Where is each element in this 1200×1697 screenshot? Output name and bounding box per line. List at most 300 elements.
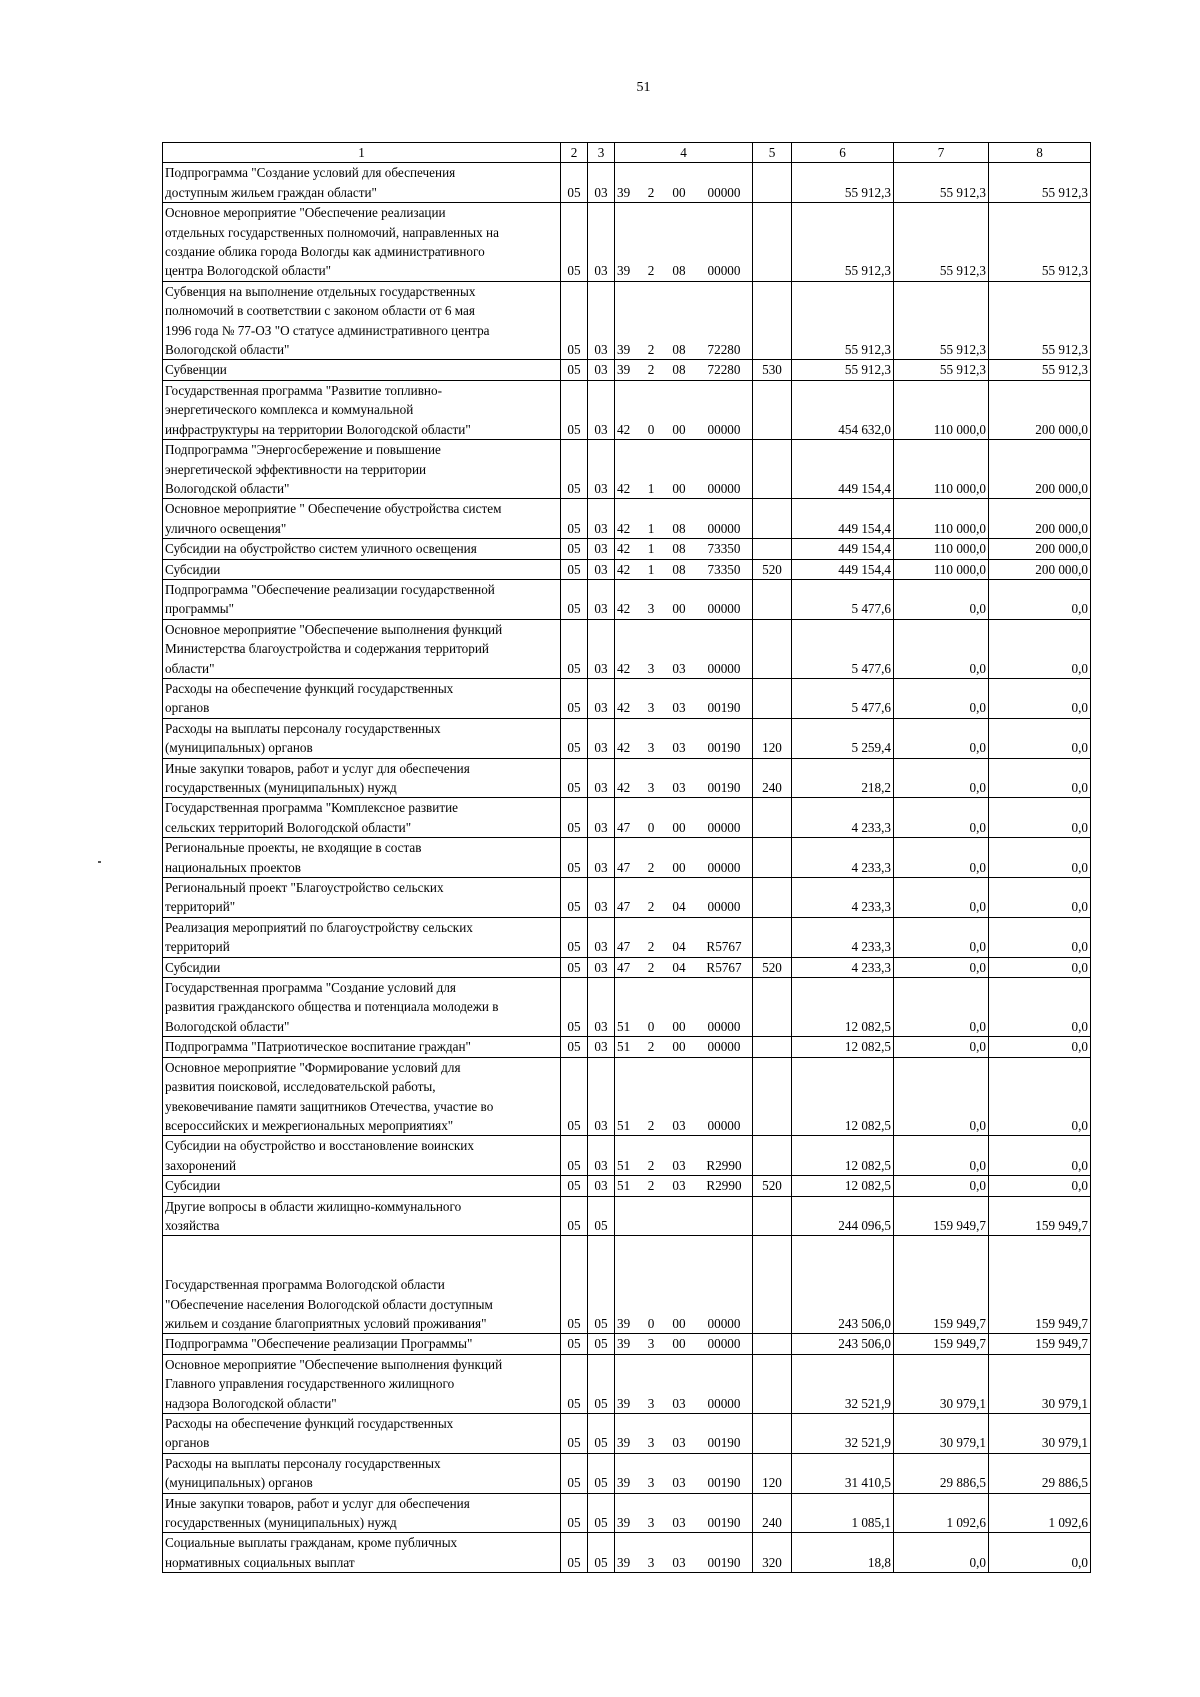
- amount-col8: 0,0: [989, 579, 1091, 619]
- amount-col8: 0,0: [989, 678, 1091, 718]
- row-name: Другие вопросы в области жилищно-коммунального хозяйства: [163, 1196, 561, 1236]
- code-subsection: 03: [588, 678, 615, 718]
- expense-type: [753, 203, 792, 282]
- amount-col7: 55 912,3: [894, 360, 989, 380]
- target-article-code: [615, 1176, 753, 1196]
- code-section: 05: [561, 1136, 588, 1176]
- code-subprogram: 0: [647, 819, 655, 835]
- table-row: [163, 1236, 1091, 1334]
- code-section: 05: [561, 1493, 588, 1533]
- amount-col8: 0,0: [989, 917, 1091, 957]
- table-row: [163, 1136, 1091, 1176]
- code-subprogram: 2: [647, 959, 655, 975]
- code-subprogram: 3: [647, 1336, 655, 1352]
- code-program: 51: [617, 1157, 631, 1173]
- amount-col6: 218,2: [792, 758, 894, 798]
- code-section: 05: [561, 380, 588, 439]
- code-subsection: 05: [588, 1334, 615, 1354]
- code-section: 05: [561, 1533, 588, 1573]
- row-name: Расходы на обеспечение функций государственных органов: [163, 1414, 561, 1454]
- code-event: 03: [672, 740, 686, 756]
- code-direction: R2990: [706, 1178, 742, 1194]
- code-section: 05: [561, 678, 588, 718]
- code-subsection: 03: [588, 619, 615, 678]
- code-program: 42: [617, 601, 631, 617]
- code-section: 05: [561, 1334, 588, 1354]
- code-subsection: 03: [588, 440, 615, 499]
- target-article-code: [615, 1414, 753, 1454]
- amount-col8: 200 000,0: [989, 440, 1091, 499]
- row-name: Подпрограмма "Обеспечение реализации Программы": [163, 1334, 561, 1354]
- table-row: [163, 1354, 1091, 1413]
- row-name: Основное мероприятие "Обеспечение выполнения функций Главного управления государственного жилищного надзора Вологодской области": [163, 1354, 561, 1413]
- target-article-code: [615, 798, 753, 838]
- code-section: 05: [561, 1414, 588, 1454]
- code-direction: 00190: [707, 700, 741, 716]
- code-section: 05: [561, 1196, 588, 1236]
- amount-col7: 55 912,3: [894, 281, 989, 360]
- expense-type: [753, 1196, 792, 1236]
- amount-col6: 449 154,4: [792, 499, 894, 539]
- code-subprogram: 2: [647, 1039, 655, 1055]
- expense-type: 530: [753, 360, 792, 380]
- row-name: Основное мероприятие " Обеспечение обустройства систем уличного освещения": [163, 499, 561, 539]
- amount-col8: 200 000,0: [989, 539, 1091, 559]
- amount-col7: 0,0: [894, 917, 989, 957]
- code-event: 00: [672, 601, 686, 617]
- amount-col7: 0,0: [894, 838, 989, 878]
- code-program: 42: [617, 700, 631, 716]
- expense-type: [753, 838, 792, 878]
- code-event: 03: [672, 1117, 686, 1133]
- amount-col7: 0,0: [894, 619, 989, 678]
- code-subprogram: 2: [647, 342, 655, 358]
- amount-col8: 1 092,6: [989, 1493, 1091, 1533]
- code-subprogram: 1: [647, 520, 655, 536]
- code-subprogram: 3: [647, 740, 655, 756]
- page-number: 51: [636, 80, 651, 95]
- table-row: [163, 1176, 1091, 1196]
- amount-col8: 0,0: [989, 1037, 1091, 1057]
- row-name: Государственная программа Вологодской области "Обеспечение населения Вологодской области доступным жильем и создание благоприятных условий проживания": [163, 1236, 561, 1334]
- row-name: Реализация мероприятий по благоустройству сельских территорий: [163, 917, 561, 957]
- expense-type: [753, 163, 792, 203]
- code-program: 42: [617, 480, 631, 496]
- code-direction: 00190: [707, 780, 741, 795]
- target-article-code: [615, 878, 753, 918]
- code-subprogram: 3: [647, 601, 655, 617]
- code-section: 05: [561, 1037, 588, 1057]
- header-cell: 3: [588, 143, 615, 163]
- amount-col7: 0,0: [894, 978, 989, 1037]
- table-row: [163, 619, 1091, 678]
- expense-type: [753, 1057, 792, 1136]
- amount-col8: 0,0: [989, 957, 1091, 977]
- target-article-code: [615, 1334, 753, 1354]
- amount-col8: 0,0: [989, 878, 1091, 918]
- code-subsection: 03: [588, 539, 615, 559]
- expense-type: [753, 1037, 792, 1057]
- code-section: 05: [561, 957, 588, 977]
- code-subsection: 03: [588, 957, 615, 977]
- expense-type: 520: [753, 559, 792, 579]
- code-event: 03: [672, 1435, 686, 1451]
- code-subprogram: 3: [647, 660, 655, 676]
- amount-col8: 159 949,7: [989, 1236, 1091, 1334]
- amount-col6: 5 477,6: [792, 579, 894, 619]
- code-subsection: 05: [588, 1533, 615, 1573]
- code-program: 39: [617, 1336, 631, 1352]
- table-row: [163, 539, 1091, 559]
- row-name: Субсидии: [163, 559, 561, 579]
- code-direction: 00000: [707, 1039, 741, 1055]
- code-direction: 00190: [707, 1554, 741, 1570]
- expense-type: 320: [753, 1533, 792, 1573]
- amount-col8: 55 912,3: [989, 281, 1091, 360]
- amount-col6: 32 521,9: [792, 1414, 894, 1454]
- code-subprogram: 2: [647, 263, 655, 279]
- amount-col7: 110 000,0: [894, 539, 989, 559]
- code-subsection: 03: [588, 1176, 615, 1196]
- code-subsection: 03: [588, 281, 615, 360]
- target-article-code: [615, 1196, 753, 1236]
- amount-col7: 0,0: [894, 1176, 989, 1196]
- header-cell: 6: [792, 143, 894, 163]
- row-name: Расходы на обеспечение функций государственных органов: [163, 678, 561, 718]
- target-article-code: [615, 838, 753, 878]
- amount-col6: 449 154,4: [792, 559, 894, 579]
- code-subsection: 05: [588, 1196, 615, 1236]
- amount-col8: 0,0: [989, 1057, 1091, 1136]
- table-row: [163, 1057, 1091, 1136]
- scan-mark: [98, 861, 101, 863]
- code-direction: 00000: [707, 859, 741, 875]
- code-program: 42: [617, 561, 631, 577]
- amount-col7: 110 000,0: [894, 559, 989, 579]
- code-program: 47: [617, 899, 631, 915]
- code-direction: 00000: [707, 660, 741, 676]
- expense-type: [753, 878, 792, 918]
- amount-col6: 449 154,4: [792, 440, 894, 499]
- header-row: [163, 143, 1091, 163]
- code-subprogram: 2: [647, 939, 655, 955]
- row-name: Подпрограмма "Патриотическое воспитание граждан": [163, 1037, 561, 1057]
- amount-col6: 31 410,5: [792, 1453, 894, 1493]
- amount-col6: 454 632,0: [792, 380, 894, 439]
- row-name: Основное мероприятие "Формирование условий для развития поисковой, исследовательской работы, увековечивание памяти защитников Отечества, участие во всероссийских и межрегиональных мероприятиях": [163, 1057, 561, 1136]
- code-direction: 72280: [707, 362, 741, 378]
- code-program: 47: [617, 939, 631, 955]
- amount-col7: 110 000,0: [894, 440, 989, 499]
- amount-col6: 12 082,5: [792, 1037, 894, 1057]
- row-name: Государственная программа "Развитие топливно- энергетического комплекса и коммунальной инфраструктуры на территории Вологодской области": [163, 380, 561, 439]
- code-event: 04: [672, 939, 686, 955]
- code-event: 03: [672, 1554, 686, 1570]
- code-direction: 00190: [707, 740, 741, 756]
- expense-type: [753, 281, 792, 360]
- code-event: 00: [672, 480, 686, 496]
- code-subsection: 03: [588, 798, 615, 838]
- amount-col8: 159 949,7: [989, 1196, 1091, 1236]
- amount-col6: 244 096,5: [792, 1196, 894, 1236]
- amount-col6: 4 233,3: [792, 917, 894, 957]
- code-direction: 00000: [707, 899, 741, 915]
- code-event: 03: [672, 700, 686, 716]
- code-subprogram: 2: [647, 184, 655, 200]
- target-article-code: [615, 203, 753, 282]
- code-subsection: 03: [588, 559, 615, 579]
- code-direction: R5767: [706, 959, 742, 975]
- code-direction: 72280: [707, 342, 741, 358]
- code-direction: 00000: [707, 184, 741, 200]
- code-subsection: 03: [588, 1136, 615, 1176]
- code-direction: 00000: [707, 480, 741, 496]
- amount-col7: 0,0: [894, 1037, 989, 1057]
- code-subsection: 05: [588, 1354, 615, 1413]
- code-program: 42: [617, 660, 631, 676]
- amount-col8: 29 886,5: [989, 1453, 1091, 1493]
- code-section: 05: [561, 360, 588, 380]
- amount-col7: 159 949,7: [894, 1334, 989, 1354]
- code-program: 51: [617, 1178, 631, 1194]
- code-event: 03: [672, 1515, 686, 1531]
- amount-col7: 55 912,3: [894, 163, 989, 203]
- code-event: 03: [672, 1178, 686, 1194]
- code-subsection: 05: [588, 1236, 615, 1334]
- amount-col7: 30 979,1: [894, 1354, 989, 1413]
- code-event: 00: [672, 1315, 686, 1331]
- amount-col7: 0,0: [894, 1057, 989, 1136]
- amount-col8: 0,0: [989, 1176, 1091, 1196]
- code-program: 51: [617, 1018, 631, 1034]
- target-article-code: [615, 1057, 753, 1136]
- code-subsection: 03: [588, 579, 615, 619]
- code-program: 47: [617, 859, 631, 875]
- expense-type: [753, 1354, 792, 1413]
- expense-type: [753, 579, 792, 619]
- code-event: 00: [672, 1039, 686, 1055]
- table-row: [163, 878, 1091, 918]
- table-row: [163, 559, 1091, 579]
- row-name: Субсидии: [163, 1176, 561, 1196]
- code-program: 39: [617, 362, 631, 378]
- code-subsection: 03: [588, 978, 615, 1037]
- code-program: 42: [617, 520, 631, 536]
- amount-col6: 12 082,5: [792, 978, 894, 1037]
- amount-col7: 0,0: [894, 878, 989, 918]
- code-event: 08: [672, 561, 686, 577]
- code-subsection: 03: [588, 718, 615, 758]
- expense-type: [753, 678, 792, 718]
- target-article-code: [615, 917, 753, 957]
- table-row: [163, 579, 1091, 619]
- budget-table: [162, 142, 1091, 1573]
- code-program: 39: [617, 1554, 631, 1570]
- amount-col8: 0,0: [989, 718, 1091, 758]
- code-subsection: 03: [588, 380, 615, 439]
- amount-col6: 5 477,6: [792, 678, 894, 718]
- target-article-code: [615, 499, 753, 539]
- expense-type: 120: [753, 1453, 792, 1493]
- table-row: [163, 440, 1091, 499]
- code-direction: R5767: [706, 939, 742, 955]
- amount-col8: 30 979,1: [989, 1354, 1091, 1413]
- code-subsection: 03: [588, 1037, 615, 1057]
- code-section: 05: [561, 838, 588, 878]
- table-row: [163, 360, 1091, 380]
- row-name: Подпрограмма "Обеспечение реализации государственной программы": [163, 579, 561, 619]
- target-article-code: [615, 678, 753, 718]
- code-program: 39: [617, 1315, 631, 1331]
- code-event: 04: [672, 959, 686, 975]
- amount-col6: 1 085,1: [792, 1493, 894, 1533]
- code-direction: 00000: [707, 1336, 741, 1352]
- header-cell: 2: [561, 143, 588, 163]
- code-subprogram: 2: [647, 899, 655, 915]
- amount-col6: 4 233,3: [792, 878, 894, 918]
- code-subprogram: 2: [647, 362, 655, 378]
- code-subsection: 03: [588, 758, 615, 798]
- table-row: [163, 1533, 1091, 1573]
- code-program: 42: [617, 740, 631, 756]
- target-article-code: [615, 957, 753, 977]
- row-name: Подпрограмма "Энергосбережение и повышение энергетической эффективности на территории Вологодской области": [163, 440, 561, 499]
- row-name: Субвенция на выполнение отдельных государственных полномочий в соответствии с законом области от 6 мая 1996 года № 77-ОЗ "О статусе административного центра Вологодской области": [163, 281, 561, 360]
- expense-type: [753, 1334, 792, 1354]
- amount-col6: 449 154,4: [792, 539, 894, 559]
- target-article-code: [615, 1136, 753, 1176]
- table-row: [163, 978, 1091, 1037]
- code-direction: 00000: [707, 1117, 741, 1133]
- code-direction: 00000: [707, 1395, 741, 1411]
- code-program: 42: [617, 541, 631, 557]
- code-section: 05: [561, 758, 588, 798]
- expense-type: 240: [753, 1493, 792, 1533]
- amount-col6: 243 506,0: [792, 1334, 894, 1354]
- amount-col7: 0,0: [894, 957, 989, 977]
- code-event: 00: [672, 859, 686, 875]
- code-subprogram: 2: [647, 859, 655, 875]
- header-cell: 8: [989, 143, 1091, 163]
- code-subprogram: 2: [647, 1157, 655, 1173]
- amount-col8: 55 912,3: [989, 203, 1091, 282]
- table-row: [163, 1453, 1091, 1493]
- row-name: Субвенции: [163, 360, 561, 380]
- table-row: [163, 1334, 1091, 1354]
- code-direction: 00190: [707, 1475, 741, 1491]
- code-subsection: 03: [588, 917, 615, 957]
- amount-col7: 0,0: [894, 579, 989, 619]
- code-direction: 00190: [707, 1435, 741, 1451]
- amount-col8: 200 000,0: [989, 559, 1091, 579]
- target-article-code: [615, 1037, 753, 1057]
- code-section: 05: [561, 539, 588, 559]
- table-row: [163, 678, 1091, 718]
- expense-type: 240: [753, 758, 792, 798]
- target-article-code: [615, 380, 753, 439]
- code-subprogram: 3: [647, 1515, 655, 1531]
- code-subprogram: 1: [647, 541, 655, 557]
- amount-col8: 55 912,3: [989, 360, 1091, 380]
- row-name: Расходы на выплаты персоналу государственных (муниципальных) органов: [163, 718, 561, 758]
- target-article-code: [615, 718, 753, 758]
- code-subprogram: 2: [647, 1117, 655, 1133]
- row-name: Основное мероприятие "Обеспечение выполнения функций Министерства благоустройства и содержания территорий области": [163, 619, 561, 678]
- code-section: 05: [561, 579, 588, 619]
- amount-col7: 0,0: [894, 798, 989, 838]
- row-name: Региональные проекты, не входящие в состав национальных проектов: [163, 838, 561, 878]
- target-article-code: [615, 1354, 753, 1413]
- expense-type: [753, 380, 792, 439]
- amount-col6: 5 259,4: [792, 718, 894, 758]
- code-event: 00: [672, 1018, 686, 1034]
- target-article-code: [615, 978, 753, 1037]
- code-subsection: 03: [588, 360, 615, 380]
- expense-type: 520: [753, 957, 792, 977]
- expense-type: [753, 539, 792, 559]
- amount-col8: 0,0: [989, 798, 1091, 838]
- header-cell: 1: [163, 143, 561, 163]
- code-section: 05: [561, 1453, 588, 1493]
- amount-col7: 0,0: [894, 718, 989, 758]
- table-row: [163, 380, 1091, 439]
- amount-col7: 29 886,5: [894, 1453, 989, 1493]
- code-program: 51: [617, 1117, 631, 1133]
- code-section: 05: [561, 440, 588, 499]
- code-subsection: 05: [588, 1414, 615, 1454]
- amount-col7: 110 000,0: [894, 380, 989, 439]
- code-section: 05: [561, 203, 588, 282]
- code-direction: 73350: [707, 541, 741, 557]
- code-subprogram: 3: [647, 700, 655, 716]
- amount-col7: 0,0: [894, 1136, 989, 1176]
- code-section: 05: [561, 978, 588, 1037]
- code-program: 42: [617, 421, 631, 437]
- row-name: Подпрограмма "Создание условий для обеспечения доступным жильем граждан области": [163, 163, 561, 203]
- code-section: 05: [561, 718, 588, 758]
- amount-col6: 5 477,6: [792, 619, 894, 678]
- code-section: 05: [561, 917, 588, 957]
- code-event: 08: [672, 541, 686, 557]
- amount-col8: 30 979,1: [989, 1414, 1091, 1454]
- code-subprogram: 1: [647, 561, 655, 577]
- target-article-code: [615, 440, 753, 499]
- code-program: 39: [617, 1515, 631, 1531]
- expense-type: 520: [753, 1176, 792, 1196]
- code-event: 00: [672, 819, 686, 835]
- code-program: 51: [617, 1039, 631, 1055]
- row-name: Государственная программа "Создание условий для развития гражданского общества и потенциала молодежи в Вологодской области": [163, 978, 561, 1037]
- expense-type: [753, 917, 792, 957]
- code-direction: 00000: [707, 1018, 741, 1034]
- code-program: 39: [617, 1435, 631, 1451]
- amount-col8: 0,0: [989, 1533, 1091, 1573]
- code-event: 03: [672, 780, 686, 795]
- table-body: [163, 163, 1091, 1573]
- code-program: 47: [617, 959, 631, 975]
- target-article-code: [615, 1236, 753, 1334]
- amount-col8: 0,0: [989, 619, 1091, 678]
- target-article-code: [615, 559, 753, 579]
- amount-col6: 4 233,3: [792, 957, 894, 977]
- code-direction: 00000: [707, 1315, 741, 1331]
- table-row: [163, 1493, 1091, 1533]
- code-subprogram: 1: [647, 480, 655, 496]
- code-section: 05: [561, 1354, 588, 1413]
- expense-type: [753, 1414, 792, 1454]
- code-direction: 00190: [707, 1515, 741, 1531]
- code-subprogram: 3: [647, 1475, 655, 1491]
